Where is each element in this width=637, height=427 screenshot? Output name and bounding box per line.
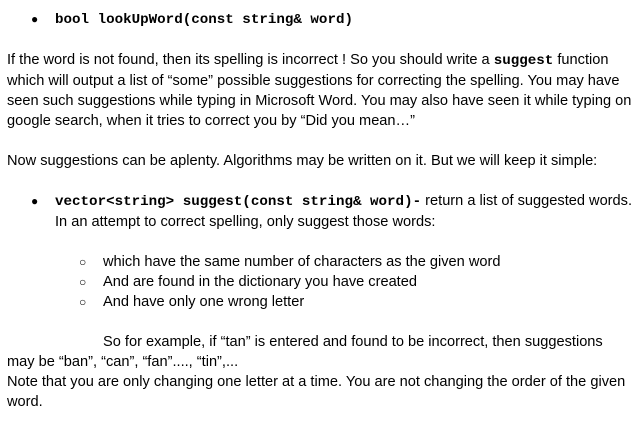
criteria-list bbox=[7, 252, 633, 312]
list-item-lookup-word bbox=[7, 9, 633, 30]
spacer bbox=[7, 30, 633, 50]
paragraph-aplenty: Now suggestions can be aplenty. Algorithms may be written on it. But we will keep it simple: bbox=[7, 153, 598, 169]
bullet-icon: ● bbox=[31, 12, 39, 26]
paragraph-note: Note that you are only changing one letter at a time. You are not changing the order of the given word. bbox=[7, 374, 626, 410]
suggest-function-name: suggest bbox=[493, 53, 554, 69]
function-list-suggest bbox=[7, 191, 633, 232]
paragraph-example: So for example, if “tan” is entered and found to be incorrect, then suggestions may be “ban”, “can”, “fan”...., “tin”,... bbox=[7, 334, 603, 370]
criteria-text: which have the same number of characters as the given word bbox=[103, 254, 501, 270]
document-body bbox=[7, 9, 633, 412]
list-item bbox=[7, 292, 633, 312]
hollow-bullet-icon: ○ bbox=[79, 255, 87, 269]
list-item bbox=[7, 252, 633, 272]
suggest-description: return a list of suggested words. In an attempt to correct spelling, only suggest those words: bbox=[55, 193, 633, 230]
hollow-bullet-icon: ○ bbox=[79, 275, 87, 289]
hollow-bullet-icon: ○ bbox=[79, 295, 87, 309]
bullet-icon: ● bbox=[31, 194, 39, 208]
spacer bbox=[7, 232, 633, 252]
criteria-text: And are found in the dictionary you have created bbox=[103, 274, 417, 290]
spacer bbox=[7, 131, 633, 151]
criteria-text: And have only one wrong letter bbox=[103, 294, 305, 310]
list-item bbox=[7, 272, 633, 292]
not-found-text-before: If the word is not found, then its spelling is incorrect ! So you should write a bbox=[7, 52, 494, 68]
paragraph-not-found bbox=[7, 50, 633, 131]
function-list-lookup bbox=[7, 9, 633, 30]
spacer bbox=[7, 312, 633, 332]
spacer bbox=[7, 171, 633, 191]
lookup-word-signature: bool lookUpWord(const string& word) bbox=[55, 12, 353, 28]
not-found-text-after: function which will output a list of “some” possible suggestions for correcting the spelling. You may have seen such suggestions while typing in Microsoft Word. You may also have seen it while typing on google search, when it tries to correct you by “Did you mean…” bbox=[7, 52, 632, 129]
list-item-suggest bbox=[7, 191, 633, 232]
suggest-signature: vector<string> suggest(const string& word)- bbox=[55, 194, 422, 210]
